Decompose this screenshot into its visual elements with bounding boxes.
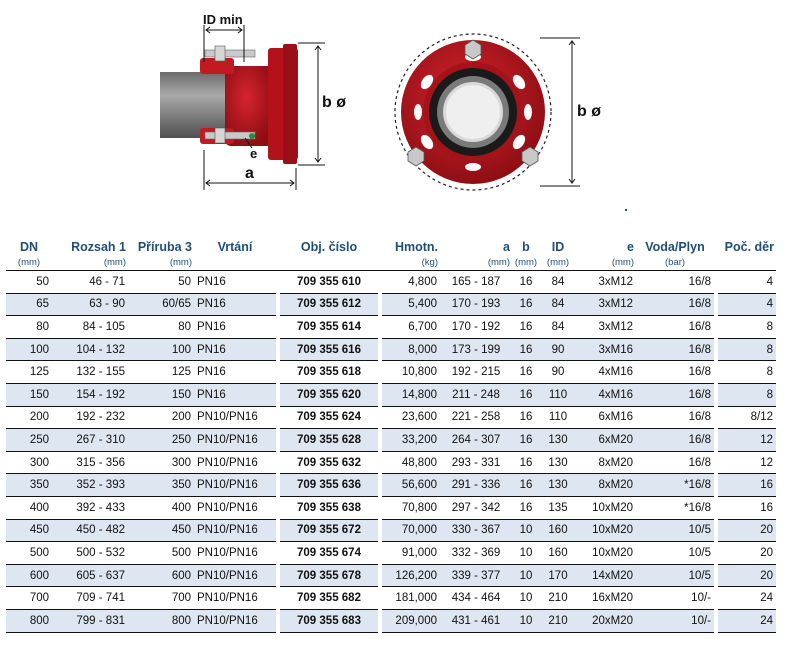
cell-priruba: 400 (128, 496, 194, 519)
cell-b: 10 (512, 542, 540, 565)
cell-b: 10 (512, 609, 540, 632)
cell-obj-cislo: 709 355 683 (280, 609, 378, 632)
cell-poc-der: 24 (718, 609, 776, 632)
cell-poc-der: 8 (718, 361, 776, 384)
cell-poc-der: 8/12 (718, 406, 776, 429)
table-row (6, 451, 776, 474)
header-voda-plyn: Voda/Plyn (645, 240, 705, 254)
cell-rozsah: 63 - 90 (52, 293, 128, 316)
cell-poc-der: 8 (718, 383, 776, 406)
cell-obj-cislo: 709 355 618 (280, 361, 378, 384)
cell-id: 110 (540, 383, 576, 406)
spec-table-wrapper (6, 236, 776, 633)
cell-a: 332 - 369 (440, 542, 512, 565)
cell-b: 10 (512, 564, 540, 587)
b-diameter-label-side: b ø (322, 94, 346, 111)
cell-e: 6xM16 (576, 406, 636, 429)
cell-e: 3xM16 (576, 338, 636, 361)
cell-rozsah: 450 - 482 (52, 519, 128, 542)
cell-id: 210 (540, 609, 576, 632)
cell-e: 4xM16 (576, 361, 636, 384)
cell-hmotn: 126,200 (382, 564, 440, 587)
cell-obj-cislo: 709 355 682 (280, 587, 378, 610)
cell-dn: 125 (6, 361, 52, 384)
cell-rozsah: 154 - 192 (52, 383, 128, 406)
cell-a: 264 - 307 (440, 429, 512, 452)
unit-b: (mm) (514, 257, 538, 268)
table-row (6, 542, 776, 565)
cell-priruba: 600 (128, 564, 194, 587)
header-vrtani: Vrtání (217, 240, 253, 254)
cell-b: 16 (512, 429, 540, 452)
cell-priruba: 700 (128, 587, 194, 610)
cell-rozsah: 605 - 637 (52, 564, 128, 587)
cell-vrtani: PN16 (194, 383, 276, 406)
cell-dn: 150 (6, 383, 52, 406)
header-a: a (503, 240, 510, 254)
cell-vrtani: PN10/PN16 (194, 429, 276, 452)
cell-voda-plyn: *16/8 (636, 474, 714, 497)
cell-hmotn: 56,600 (382, 474, 440, 497)
table-row (6, 609, 776, 632)
cell-hmotn: 10,800 (382, 361, 440, 384)
cell-hmotn: 5,400 (382, 293, 440, 316)
cell-rozsah: 192 - 232 (52, 406, 128, 429)
cell-hmotn: 23,600 (382, 406, 440, 429)
cell-b: 10 (512, 587, 540, 610)
cell-b: 16 (512, 316, 540, 339)
cell-rozsah: 352 - 393 (52, 474, 128, 497)
cell-rozsah: 500 - 532 (52, 542, 128, 565)
cell-voda-plyn: 10/5 (636, 542, 714, 565)
cell-id: 160 (540, 542, 576, 565)
cell-voda-plyn: 10/5 (636, 564, 714, 587)
cell-id: 130 (540, 474, 576, 497)
cell-rozsah: 709 - 741 (52, 587, 128, 610)
cell-voda-plyn: 10/- (636, 609, 714, 632)
cell-hmotn: 14,800 (382, 383, 440, 406)
cell-voda-plyn: 16/8 (636, 293, 714, 316)
cell-b: 16 (512, 271, 540, 294)
cell-id: 90 (540, 338, 576, 361)
cell-hmotn: 181,000 (382, 587, 440, 610)
cell-dn: 80 (6, 316, 52, 339)
cell-hmotn: 6,700 (382, 316, 440, 339)
cell-poc-der: 8 (718, 338, 776, 361)
id-min-label: ID min (203, 12, 243, 27)
cell-hmotn: 70,800 (382, 496, 440, 519)
cell-poc-der: 20 (718, 542, 776, 565)
cell-poc-der: 20 (718, 564, 776, 587)
unit-row (6, 256, 776, 271)
cell-vrtani: PN10/PN16 (194, 474, 276, 497)
cell-obj-cislo: 709 355 620 (280, 383, 378, 406)
cell-vrtani: PN16 (194, 293, 276, 316)
header-id: ID (551, 240, 565, 254)
cell-voda-plyn: 16/8 (636, 316, 714, 339)
cell-rozsah: 267 - 310 (52, 429, 128, 452)
cell-b: 16 (512, 383, 540, 406)
cell-dn: 300 (6, 451, 52, 474)
cell-voda-plyn: 16/8 (636, 406, 714, 429)
cell-dn: 350 (6, 474, 52, 497)
cell-voda-plyn: 16/8 (636, 338, 714, 361)
cell-poc-der: 8 (718, 316, 776, 339)
cell-voda-plyn: 10/- (636, 587, 714, 610)
dot-mark (625, 209, 627, 211)
cell-vrtani: PN10/PN16 (194, 519, 276, 542)
header-rozsah: Rozsah 1 (71, 240, 126, 254)
cell-id: 210 (540, 587, 576, 610)
cell-e: 8xM20 (576, 474, 636, 497)
cell-priruba: 200 (128, 406, 194, 429)
cell-priruba: 800 (128, 609, 194, 632)
cell-hmotn: 4,800 (382, 271, 440, 294)
cell-priruba: 350 (128, 474, 194, 497)
cell-vrtani: PN10/PN16 (194, 406, 276, 429)
table-row (6, 338, 776, 361)
table-row (6, 293, 776, 316)
table-row (6, 474, 776, 497)
unit-id: (mm) (546, 257, 570, 268)
cell-id: 84 (540, 293, 576, 316)
header-obj-cislo: Obj. číslo (300, 240, 358, 254)
cell-a: 221 - 258 (440, 406, 512, 429)
cell-dn: 65 (6, 293, 52, 316)
cell-obj-cislo: 709 355 678 (280, 564, 378, 587)
cell-id: 160 (540, 519, 576, 542)
cell-vrtani: PN10/PN16 (194, 451, 276, 474)
cell-dn: 600 (6, 564, 52, 587)
cell-id: 130 (540, 451, 576, 474)
cell-id: 84 (540, 271, 576, 294)
cell-dn: 800 (6, 609, 52, 632)
cell-obj-cislo: 709 355 610 (280, 271, 378, 294)
cell-dn: 700 (6, 587, 52, 610)
table-row (6, 383, 776, 406)
unit-a: (mm) (487, 257, 510, 268)
table-row (6, 496, 776, 519)
cell-hmotn: 209,000 (382, 609, 440, 632)
e-label: e (250, 146, 258, 161)
cell-rozsah: 392 - 433 (52, 496, 128, 519)
cell-voda-plyn: 16/8 (636, 271, 714, 294)
cell-priruba: 100 (128, 338, 194, 361)
cell-e: 10xM20 (576, 542, 636, 565)
header-dn: DN (19, 240, 39, 254)
cell-poc-der: 4 (718, 293, 776, 316)
cell-b: 16 (512, 451, 540, 474)
table-row (6, 271, 776, 294)
unit-vrtani (194, 256, 276, 271)
cell-b: 16 (512, 338, 540, 361)
product-figures (0, 0, 790, 222)
cell-obj-cislo: 709 355 632 (280, 451, 378, 474)
cell-priruba: 450 (128, 519, 194, 542)
cell-priruba: 60/65 (128, 293, 194, 316)
cell-a: 173 - 199 (440, 338, 512, 361)
table-row (6, 406, 776, 429)
cell-hmotn: 48,800 (382, 451, 440, 474)
unit-voda-plyn: (bar) (664, 257, 686, 268)
cell-hmotn: 91,000 (382, 542, 440, 565)
cell-e: 16xM20 (576, 587, 636, 610)
cell-poc-der: 24 (718, 587, 776, 610)
cell-voda-plyn: 16/8 (636, 361, 714, 384)
cell-e: 10xM20 (576, 519, 636, 542)
cell-voda-plyn: 16/8 (636, 429, 714, 452)
header-priruba: Příruba 3 (137, 240, 192, 254)
header-hmotn: Hmotn. (394, 240, 438, 254)
cell-obj-cislo: 709 355 624 (280, 406, 378, 429)
cell-a: 431 - 461 (440, 609, 512, 632)
cell-priruba: 50 (128, 271, 194, 294)
unit-priruba: (mm) (169, 257, 192, 268)
cell-a: 170 - 192 (440, 316, 512, 339)
unit-hmotn: (kg) (421, 257, 438, 268)
cell-id: 110 (540, 406, 576, 429)
a-label: a (245, 165, 254, 182)
cell-hmotn: 8,000 (382, 338, 440, 361)
cell-rozsah: 104 - 132 (52, 338, 128, 361)
cell-b: 16 (512, 406, 540, 429)
cell-vrtani: PN10/PN16 (194, 587, 276, 610)
cell-poc-der: 16 (718, 496, 776, 519)
header-poc-der: Poč. děr (724, 240, 774, 254)
cell-voda-plyn: 16/8 (636, 383, 714, 406)
cell-dn: 100 (6, 338, 52, 361)
cell-obj-cislo: 709 355 638 (280, 496, 378, 519)
spec-table (6, 236, 776, 633)
cell-hmotn: 70,000 (382, 519, 440, 542)
cell-dn: 400 (6, 496, 52, 519)
cell-b: 16 (512, 361, 540, 384)
cell-e: 6xM20 (576, 429, 636, 452)
cell-e: 3xM12 (576, 316, 636, 339)
cell-id: 130 (540, 429, 576, 452)
cell-id: 84 (540, 316, 576, 339)
cell-a: 165 - 187 (440, 271, 512, 294)
cell-e: 3xM12 (576, 271, 636, 294)
cell-e: 3xM12 (576, 293, 636, 316)
cell-dn: 50 (6, 271, 52, 294)
cell-priruba: 500 (128, 542, 194, 565)
cell-a: 170 - 193 (440, 293, 512, 316)
side-view-drawing (0, 0, 790, 222)
cell-rozsah: 84 - 105 (52, 316, 128, 339)
table-row (6, 361, 776, 384)
unit-dn: (mm) (17, 257, 41, 268)
cell-a: 293 - 331 (440, 451, 512, 474)
cell-hmotn: 33,200 (382, 429, 440, 452)
cell-voda-plyn: *16/8 (636, 496, 714, 519)
cell-obj-cislo: 709 355 636 (280, 474, 378, 497)
table-row (6, 429, 776, 452)
cell-dn: 450 (6, 519, 52, 542)
cell-poc-der: 20 (718, 519, 776, 542)
cell-poc-der: 12 (718, 429, 776, 452)
header-e: e (627, 240, 634, 254)
cell-vrtani: PN10/PN16 (194, 564, 276, 587)
cell-vrtani: PN16 (194, 316, 276, 339)
cell-poc-der: 16 (718, 474, 776, 497)
cell-a: 211 - 248 (440, 383, 512, 406)
cell-e: 8xM20 (576, 451, 636, 474)
cell-poc-der: 4 (718, 271, 776, 294)
cell-id: 170 (540, 564, 576, 587)
cell-vrtani: PN16 (194, 338, 276, 361)
cell-e: 4xM16 (576, 383, 636, 406)
cell-a: 330 - 367 (440, 519, 512, 542)
header-b: b (522, 240, 530, 254)
dimension-lines-front (540, 38, 580, 186)
table-row (6, 587, 776, 610)
cell-priruba: 80 (128, 316, 194, 339)
cell-dn: 250 (6, 429, 52, 452)
table-body (6, 271, 776, 633)
cell-obj-cislo: 709 355 612 (280, 293, 378, 316)
cell-a: 339 - 377 (440, 564, 512, 587)
table-row (6, 316, 776, 339)
cell-vrtani: PN10/PN16 (194, 496, 276, 519)
cell-id: 135 (540, 496, 576, 519)
cell-b: 16 (512, 474, 540, 497)
cell-rozsah: 46 - 71 (52, 271, 128, 294)
cell-rozsah: 799 - 831 (52, 609, 128, 632)
cell-vrtani: PN10/PN16 (194, 609, 276, 632)
cell-vrtani: PN10/PN16 (194, 542, 276, 565)
cell-vrtani: PN16 (194, 271, 276, 294)
cell-a: 291 - 336 (440, 474, 512, 497)
cell-obj-cislo: 709 355 616 (280, 338, 378, 361)
cell-e: 10xM20 (576, 496, 636, 519)
cell-a: 434 - 464 (440, 587, 512, 610)
cell-a: 192 - 215 (440, 361, 512, 384)
cell-vrtani: PN16 (194, 361, 276, 384)
cell-id: 90 (540, 361, 576, 384)
unit-e: (mm) (611, 257, 634, 268)
cell-b: 16 (512, 293, 540, 316)
cell-priruba: 250 (128, 429, 194, 452)
cell-obj-cislo: 709 355 672 (280, 519, 378, 542)
cell-dn: 200 (6, 406, 52, 429)
cell-a: 297 - 342 (440, 496, 512, 519)
cell-poc-der: 12 (718, 451, 776, 474)
cell-b: 16 (512, 496, 540, 519)
cell-e: 20xM20 (576, 609, 636, 632)
cell-dn: 500 (6, 542, 52, 565)
table-row (6, 564, 776, 587)
unit-rozsah: (mm) (103, 257, 126, 268)
cell-b: 10 (512, 519, 540, 542)
b-diameter-label-front: b ø (577, 103, 601, 120)
cell-rozsah: 315 - 356 (52, 451, 128, 474)
cell-e: 14xM20 (576, 564, 636, 587)
cell-obj-cislo: 709 355 614 (280, 316, 378, 339)
cell-obj-cislo: 709 355 674 (280, 542, 378, 565)
cell-priruba: 150 (128, 383, 194, 406)
cell-priruba: 125 (128, 361, 194, 384)
cell-obj-cislo: 709 355 628 (280, 429, 378, 452)
cell-voda-plyn: 16/8 (636, 451, 714, 474)
table-row (6, 519, 776, 542)
unit-poc-der (718, 256, 776, 271)
cell-priruba: 300 (128, 451, 194, 474)
cell-voda-plyn: 10/5 (636, 519, 714, 542)
header-row (6, 236, 776, 256)
cell-rozsah: 132 - 155 (52, 361, 128, 384)
unit-obj-cislo (280, 256, 378, 271)
